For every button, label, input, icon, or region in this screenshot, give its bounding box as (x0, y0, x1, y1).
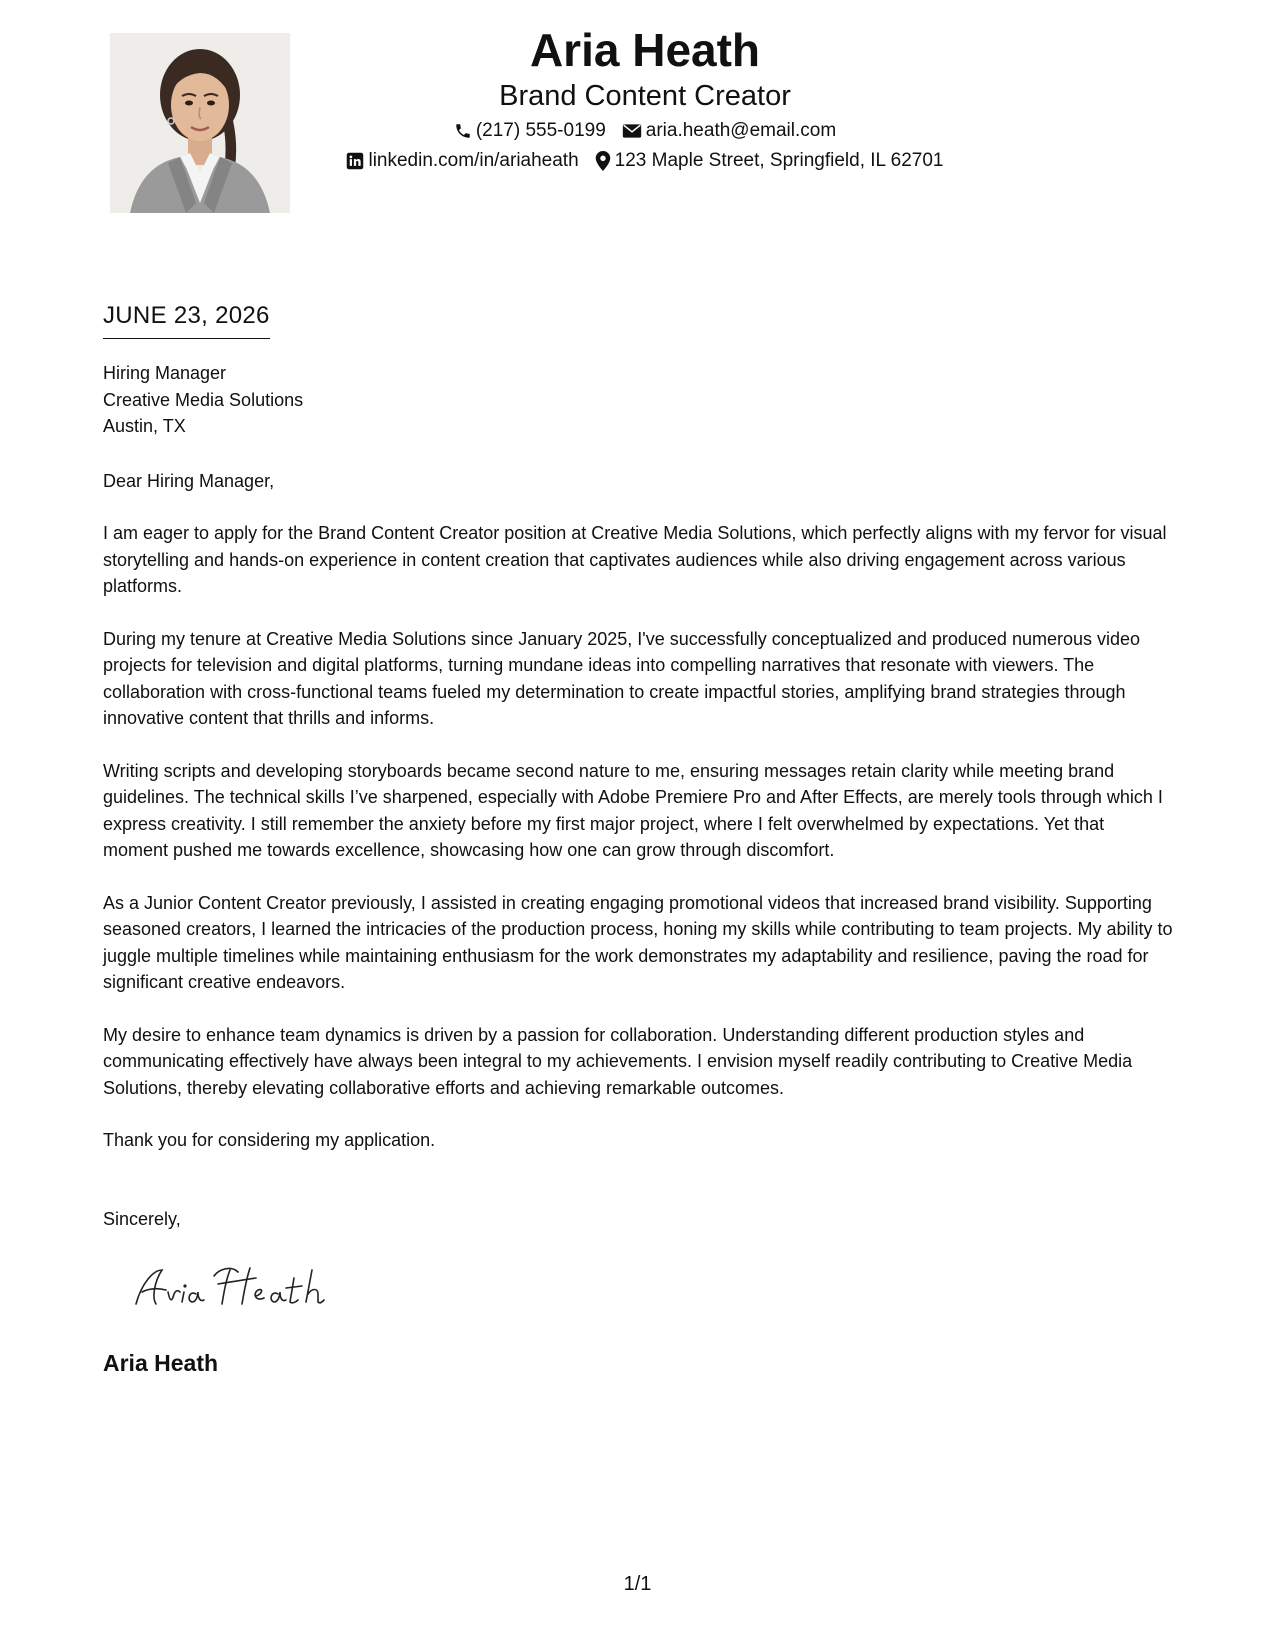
phone-contact[interactable] (454, 118, 606, 144)
candidate-title: Brand Content Creator (499, 80, 791, 112)
address-contact (595, 148, 944, 174)
recipient-block (103, 360, 1173, 440)
salutation: Dear Hiring Manager, (103, 470, 275, 491)
contact-row-primary (300, 118, 990, 144)
candidate-name: Aria Heath (529, 24, 761, 76)
letter-date-block (103, 300, 270, 339)
phone-text: (217) 555-0199 (475, 120, 606, 141)
body-paragraph: As a Junior Content Creator previously, I assisted in creating engaging promotional videos that increased brand visibility. Supporting seasoned creators, I learned the intricacies of the production process, honing my skills while contributing to team projects. My ability to juggle multiple timelines while maintaining enthusiasm for the work demonstrates my adaptability and resilience, paving the road for significant creative endeavors. (103, 892, 1173, 992)
contact-row-secondary (300, 148, 990, 174)
phone-icon (454, 122, 472, 140)
recipient-line: Hiring Manager (103, 363, 227, 383)
handwritten-signature (132, 1262, 342, 1312)
letter-body (103, 360, 1173, 1232)
signer-name: Aria Heath (103, 1350, 219, 1376)
body-paragraph: During my tenure at Creative Media Solutions since January 2025, I've successfully conceptualized and produced numerous video projects for television and digital platforms, turning mundane ideas into compelling narratives that resonate with viewers. The collaboration with cross-functional teams fueled my determination to create impactful stories, amplifying brand strategies through innovative content that thrills and informs. (103, 628, 1141, 728)
envelope-icon (622, 123, 642, 139)
profile-photo (110, 33, 290, 213)
body-paragraph: My desire to enhance team dynamics is driven by a passion for collaboration. Understanding different production styles and communicating effectively have always been integral to my achievements. I envision myself readily contributing to Creative Media Solutions, thereby elevating collaborative efforts and achieving remarkable outcomes. (103, 1024, 1133, 1098)
page-number: 1/1 (623, 1573, 652, 1595)
address-text: 123 Maple Street, Springfield, IL 62701 (614, 150, 944, 171)
linkedin-icon (346, 152, 364, 170)
email-contact[interactable] (622, 118, 836, 144)
letter-date: JUNE 23, 2026 (103, 300, 270, 339)
linkedin-contact[interactable] (346, 148, 578, 174)
signoff: Sincerely, (103, 1208, 181, 1229)
body-paragraph: I am eager to apply for the Brand Content Creator position at Creative Media Solutions, which perfectly aligns with my fervor for visual storytelling and hands-on experience in content creation that captivates audiences while also driving engagement across various platforms. (103, 523, 1167, 596)
recipient-line: Austin, TX (103, 416, 186, 436)
linkedin-text: linkedin.com/in/ariaheath (368, 150, 579, 171)
letter-header (300, 22, 990, 174)
recipient-line: Creative Media Solutions (103, 389, 304, 410)
map-pin-icon (595, 151, 611, 171)
email-text: aria.heath@email.com (645, 120, 837, 141)
body-paragraph: Writing scripts and developing storyboards became second nature to me, ensuring messages retain clarity while meeting brand guidelines. The technical skills I’ve sharpened, especially with Adobe Premiere Pro and After Effects, are merely tools through which I express creativity. I still remember the anxiety before my first major project, where I felt overwhelmed by expectations. Yet that moment pushed me towards excellence, showcasing how one can grow through discomfort. (103, 760, 1163, 860)
closing-line: Thank you for considering my application. (103, 1130, 436, 1150)
